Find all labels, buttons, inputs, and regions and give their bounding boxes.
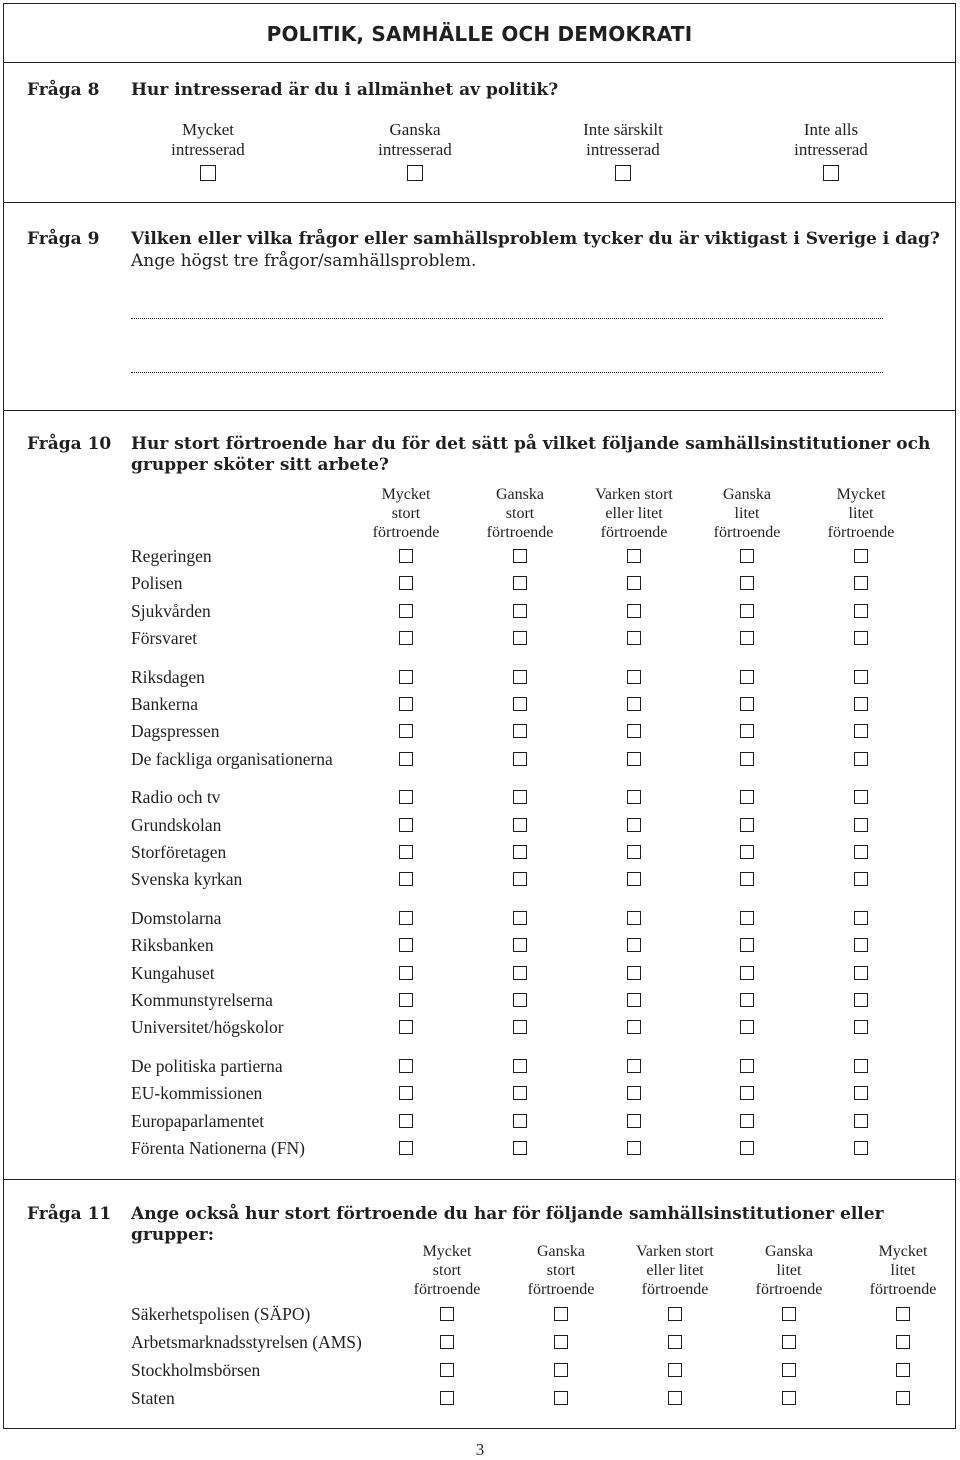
institution-label: Regeringen — [131, 546, 212, 566]
rating-checkbox[interactable] — [896, 1363, 910, 1377]
scale-header-line: Ganska — [537, 1243, 585, 1260]
scale-header-line: förtroende — [869, 1281, 937, 1298]
scale-header-line: Varken stort — [636, 1243, 714, 1260]
rating-checkbox[interactable] — [627, 1059, 641, 1073]
rating-checkbox[interactable] — [627, 549, 641, 563]
question-10-text-line2: grupper sköter sitt arbete? — [131, 455, 389, 475]
institution-label: Dagspressen — [131, 721, 220, 742]
rating-checkbox[interactable] — [854, 790, 868, 804]
rating-checkbox[interactable] — [399, 790, 413, 804]
rating-checkbox[interactable] — [513, 670, 527, 684]
rating-checkbox[interactable] — [513, 845, 527, 859]
rating-checkbox[interactable] — [513, 549, 527, 563]
institution-label: De fackliga organisationerna — [131, 748, 333, 769]
scale-header-line: Ganska — [723, 486, 771, 503]
rating-checkbox[interactable] — [740, 872, 754, 886]
scale-header-line: förtroende — [486, 524, 554, 541]
rating-checkbox[interactable] — [627, 1086, 641, 1100]
rating-checkbox[interactable] — [399, 1059, 413, 1073]
q8-option-label-line: Inte alls — [803, 120, 859, 139]
institution-label: Kommunstyrelserna — [131, 990, 273, 1010]
scale-header — [843, 1242, 960, 1299]
rating-checkbox[interactable] — [440, 1363, 454, 1377]
scale-header-line: förtroende — [827, 524, 895, 541]
rating-checkbox[interactable] — [740, 1020, 754, 1034]
rating-checkbox[interactable] — [513, 818, 527, 832]
rating-checkbox[interactable] — [740, 1141, 754, 1155]
institution-label: Grundskolan — [131, 814, 222, 835]
rating-checkbox[interactable] — [399, 1086, 413, 1100]
rating-checkbox[interactable] — [896, 1391, 910, 1405]
rating-checkbox[interactable] — [399, 1114, 413, 1128]
scale-header-line: Ganska — [765, 1243, 813, 1260]
rating-checkbox[interactable] — [399, 872, 413, 886]
rating-checkbox[interactable] — [854, 1141, 868, 1155]
rating-checkbox[interactable] — [740, 1114, 754, 1128]
institution-label: Domstolarna — [131, 907, 222, 928]
scale-header — [729, 1242, 849, 1299]
rating-checkbox[interactable] — [399, 670, 413, 684]
rating-checkbox[interactable] — [627, 911, 641, 925]
answer-line-2[interactable] — [131, 372, 883, 373]
rating-checkbox[interactable] — [513, 993, 527, 1007]
rating-checkbox[interactable] — [440, 1335, 454, 1349]
rating-checkbox[interactable] — [627, 631, 641, 645]
scale-header — [574, 485, 694, 542]
institution-label: Arbetsmarknadsstyrelsen (AMS) — [131, 1332, 362, 1352]
rating-checkbox[interactable] — [627, 790, 641, 804]
scale-header-line: litet — [734, 505, 760, 522]
rating-checkbox[interactable] — [399, 549, 413, 563]
q8-option-label — [543, 120, 703, 160]
rating-checkbox[interactable] — [782, 1391, 796, 1405]
scale-header-line: stort — [391, 505, 421, 522]
rating-checkbox[interactable] — [627, 845, 641, 859]
rating-checkbox[interactable] — [740, 670, 754, 684]
question-10-number: Fråga 10 — [27, 434, 112, 454]
scale-header-line: Varken stort — [595, 486, 673, 503]
scale-header-line: stort — [432, 1262, 462, 1279]
institution-label: Storföretagen — [131, 842, 227, 862]
rating-checkbox[interactable] — [554, 1307, 568, 1321]
rating-checkbox[interactable] — [740, 631, 754, 645]
institution-label: De politiska partierna — [131, 1055, 283, 1076]
rating-checkbox[interactable] — [399, 993, 413, 1007]
section-title: POLITIK, SAMHÄLLE OCH DEMOKRATI — [266, 22, 693, 46]
rating-checkbox[interactable] — [854, 697, 868, 711]
rating-checkbox[interactable] — [782, 1307, 796, 1321]
scale-header-line: förtroende — [527, 1281, 595, 1298]
rating-checkbox[interactable] — [627, 697, 641, 711]
rating-checkbox[interactable] — [513, 1059, 527, 1073]
rating-checkbox[interactable] — [740, 549, 754, 563]
scale-header-line: förtroende — [713, 524, 781, 541]
rating-checkbox[interactable] — [513, 790, 527, 804]
institution-label: Bankerna — [131, 694, 199, 714]
scale-header-line: litet — [848, 505, 874, 522]
scale-header-line: Mycket — [381, 486, 431, 503]
institution-label: Staten — [131, 1388, 175, 1408]
scale-header-line: förtroende — [372, 524, 440, 541]
rating-checkbox[interactable] — [513, 604, 527, 618]
rating-checkbox[interactable] — [627, 993, 641, 1007]
rating-checkbox[interactable] — [854, 845, 868, 859]
question-11-number: Fråga 11 — [27, 1204, 112, 1224]
q8-option-label-line: intresserad — [171, 140, 245, 159]
institution-label: Försvaret — [131, 628, 198, 649]
q8-option-label-line: intresserad — [794, 140, 868, 159]
scale-header-line: eller litet — [646, 1262, 704, 1279]
rating-checkbox[interactable] — [399, 576, 413, 590]
q8-option-checkbox[interactable] — [823, 165, 839, 181]
rating-checkbox[interactable] — [740, 966, 754, 980]
rating-checkbox[interactable] — [896, 1335, 910, 1349]
rating-checkbox[interactable] — [399, 845, 413, 859]
rating-checkbox[interactable] — [513, 724, 527, 738]
scale-header — [615, 1242, 735, 1299]
rating-checkbox[interactable] — [513, 966, 527, 980]
rating-checkbox[interactable] — [627, 670, 641, 684]
rating-checkbox[interactable] — [782, 1335, 796, 1349]
scale-header-line: förtroende — [600, 524, 668, 541]
rating-checkbox[interactable] — [740, 576, 754, 590]
rating-checkbox[interactable] — [627, 938, 641, 952]
rating-checkbox[interactable] — [740, 752, 754, 766]
rating-checkbox[interactable] — [896, 1307, 910, 1321]
rating-checkbox[interactable] — [554, 1335, 568, 1349]
rating-checkbox[interactable] — [668, 1363, 682, 1377]
rating-checkbox[interactable] — [399, 604, 413, 618]
rating-checkbox[interactable] — [854, 938, 868, 952]
scale-header — [387, 1242, 507, 1299]
rating-checkbox[interactable] — [627, 966, 641, 980]
scale-header-line: förtroende — [641, 1281, 709, 1298]
rating-checkbox[interactable] — [513, 576, 527, 590]
rating-checkbox[interactable] — [627, 818, 641, 832]
rating-checkbox[interactable] — [399, 752, 413, 766]
rating-checkbox[interactable] — [627, 872, 641, 886]
scale-header-line: stort — [546, 1262, 576, 1279]
institution-label: EU-kommissionen — [131, 1083, 263, 1104]
rating-checkbox[interactable] — [513, 752, 527, 766]
q8-option-label-line: intresserad — [586, 140, 660, 159]
institution-label: Förenta Nationerna (FN) — [131, 1138, 305, 1158]
question-8-text: Hur intresserad är du i allmänhet av politik? — [131, 80, 559, 100]
question-9-instruction: Ange högst tre frågor/samhällsproblem. — [131, 251, 477, 271]
institution-label: Sjukvården — [131, 600, 211, 621]
rating-checkbox[interactable] — [854, 818, 868, 832]
scale-header-line: Mycket — [422, 1243, 472, 1260]
rating-checkbox[interactable] — [513, 631, 527, 645]
rating-checkbox[interactable] — [740, 604, 754, 618]
rating-checkbox[interactable] — [854, 724, 868, 738]
rating-checkbox[interactable] — [854, 1114, 868, 1128]
rating-checkbox[interactable] — [740, 911, 754, 925]
rating-checkbox[interactable] — [854, 1086, 868, 1100]
rating-checkbox[interactable] — [513, 1020, 527, 1034]
divider-q8 — [3, 202, 956, 203]
rating-checkbox[interactable] — [513, 1114, 527, 1128]
rating-checkbox[interactable] — [854, 1059, 868, 1073]
institution-label: Kungahuset — [131, 962, 215, 983]
divider-q9 — [3, 410, 956, 411]
rating-checkbox[interactable] — [399, 911, 413, 925]
rating-checkbox[interactable] — [399, 938, 413, 952]
rating-checkbox[interactable] — [399, 724, 413, 738]
rating-checkbox[interactable] — [627, 752, 641, 766]
q8-option-label-line: Inte särskilt — [583, 120, 663, 139]
scale-header — [460, 485, 580, 542]
rating-checkbox[interactable] — [554, 1391, 568, 1405]
rating-checkbox[interactable] — [854, 993, 868, 1007]
rating-checkbox[interactable] — [627, 1114, 641, 1128]
q8-option-label-line: Ganska — [389, 120, 441, 139]
scale-header-line: eller litet — [605, 505, 663, 522]
rating-checkbox[interactable] — [399, 697, 413, 711]
scale-header-line: förtroende — [755, 1281, 823, 1298]
scale-header-line: stort — [505, 505, 535, 522]
rating-checkbox[interactable] — [627, 1020, 641, 1034]
rating-checkbox[interactable] — [627, 724, 641, 738]
q8-option-label-line: intresserad — [378, 140, 452, 159]
scale-header-line: Ganska — [496, 486, 544, 503]
rating-checkbox[interactable] — [399, 818, 413, 832]
q8-option-checkbox[interactable] — [407, 165, 423, 181]
rating-checkbox[interactable] — [627, 604, 641, 618]
divider-q10 — [3, 1179, 956, 1180]
rating-checkbox[interactable] — [513, 1141, 527, 1155]
rating-checkbox[interactable] — [740, 1086, 754, 1100]
question-9-text: Vilken eller vilka frågor eller samhällsproblem tycker du är viktigast i Sverige i dag? — [131, 229, 940, 249]
rating-checkbox[interactable] — [740, 1059, 754, 1073]
scale-header-line: litet — [890, 1262, 916, 1279]
title-divider — [3, 62, 956, 63]
rating-checkbox[interactable] — [740, 724, 754, 738]
rating-checkbox[interactable] — [554, 1363, 568, 1377]
question-11-text: Ange också hur stort förtroende du har för följande samhällsinstitutioner eller grupper: — [131, 1204, 884, 1245]
rating-checkbox[interactable] — [399, 1020, 413, 1034]
scale-header — [687, 485, 807, 542]
q8-option-label-line: Mycket — [182, 120, 234, 139]
rating-checkbox[interactable] — [627, 1141, 641, 1155]
rating-checkbox[interactable] — [854, 872, 868, 886]
rating-checkbox[interactable] — [740, 697, 754, 711]
rating-checkbox[interactable] — [854, 911, 868, 925]
rating-checkbox[interactable] — [854, 670, 868, 684]
institution-label: Stockholmsbörsen — [131, 1360, 261, 1380]
rating-checkbox[interactable] — [854, 549, 868, 563]
rating-checkbox[interactable] — [440, 1391, 454, 1405]
institution-label: Universitet/högskolor — [131, 1017, 284, 1038]
rating-checkbox[interactable] — [440, 1307, 454, 1321]
question-9-number: Fråga 9 — [27, 229, 100, 249]
scale-header — [501, 1242, 621, 1299]
rating-checkbox[interactable] — [513, 938, 527, 952]
institution-label: Riksdagen — [131, 666, 205, 687]
institution-label: Radio och tv — [131, 787, 221, 808]
rating-checkbox[interactable] — [782, 1363, 796, 1377]
rating-checkbox[interactable] — [740, 993, 754, 1007]
q8-option-label — [751, 120, 911, 160]
scale-header-line: Mycket — [836, 486, 886, 503]
scale-header-line: förtroende — [413, 1281, 481, 1298]
rating-checkbox[interactable] — [854, 752, 868, 766]
rating-checkbox[interactable] — [740, 845, 754, 859]
q8-option-label — [128, 120, 288, 160]
scale-header-line: litet — [776, 1262, 802, 1279]
rating-checkbox[interactable] — [668, 1307, 682, 1321]
rating-checkbox[interactable] — [513, 1086, 527, 1100]
scale-header — [346, 485, 466, 542]
rating-checkbox[interactable] — [854, 604, 868, 618]
institution-label: Europaparlamentet — [131, 1110, 265, 1131]
rating-checkbox[interactable] — [740, 938, 754, 952]
institution-label: Säkerhetspolisen (SÄPO) — [131, 1304, 311, 1324]
q8-option-label — [335, 120, 495, 160]
rating-checkbox[interactable] — [399, 1141, 413, 1155]
rating-checkbox[interactable] — [854, 1020, 868, 1034]
page-number: 3 — [475, 1440, 485, 1459]
rating-checkbox[interactable] — [399, 966, 413, 980]
scale-header — [801, 485, 921, 542]
question-8-number: Fråga 8 — [27, 80, 100, 100]
answer-line-1[interactable] — [131, 318, 883, 319]
rating-checkbox[interactable] — [740, 818, 754, 832]
rating-checkbox[interactable] — [513, 911, 527, 925]
rating-checkbox[interactable] — [627, 576, 641, 590]
rating-checkbox[interactable] — [854, 576, 868, 590]
question-10-text-line1: Hur stort förtroende har du för det sätt på vilket följande samhällsinstitutioner och — [131, 434, 931, 454]
institution-label: Riksbanken — [131, 935, 214, 956]
rating-checkbox[interactable] — [513, 697, 527, 711]
rating-checkbox[interactable] — [399, 631, 413, 645]
rating-checkbox[interactable] — [668, 1391, 682, 1405]
q8-option-checkbox[interactable] — [615, 165, 631, 181]
institution-label: Svenska kyrkan — [131, 869, 243, 890]
rating-checkbox[interactable] — [854, 631, 868, 645]
institution-label: Polisen — [131, 573, 183, 594]
rating-checkbox[interactable] — [854, 966, 868, 980]
q8-option-checkbox[interactable] — [200, 165, 216, 181]
rating-checkbox[interactable] — [513, 872, 527, 886]
rating-checkbox[interactable] — [740, 790, 754, 804]
rating-checkbox[interactable] — [668, 1335, 682, 1349]
scale-header-line: Mycket — [878, 1243, 928, 1260]
